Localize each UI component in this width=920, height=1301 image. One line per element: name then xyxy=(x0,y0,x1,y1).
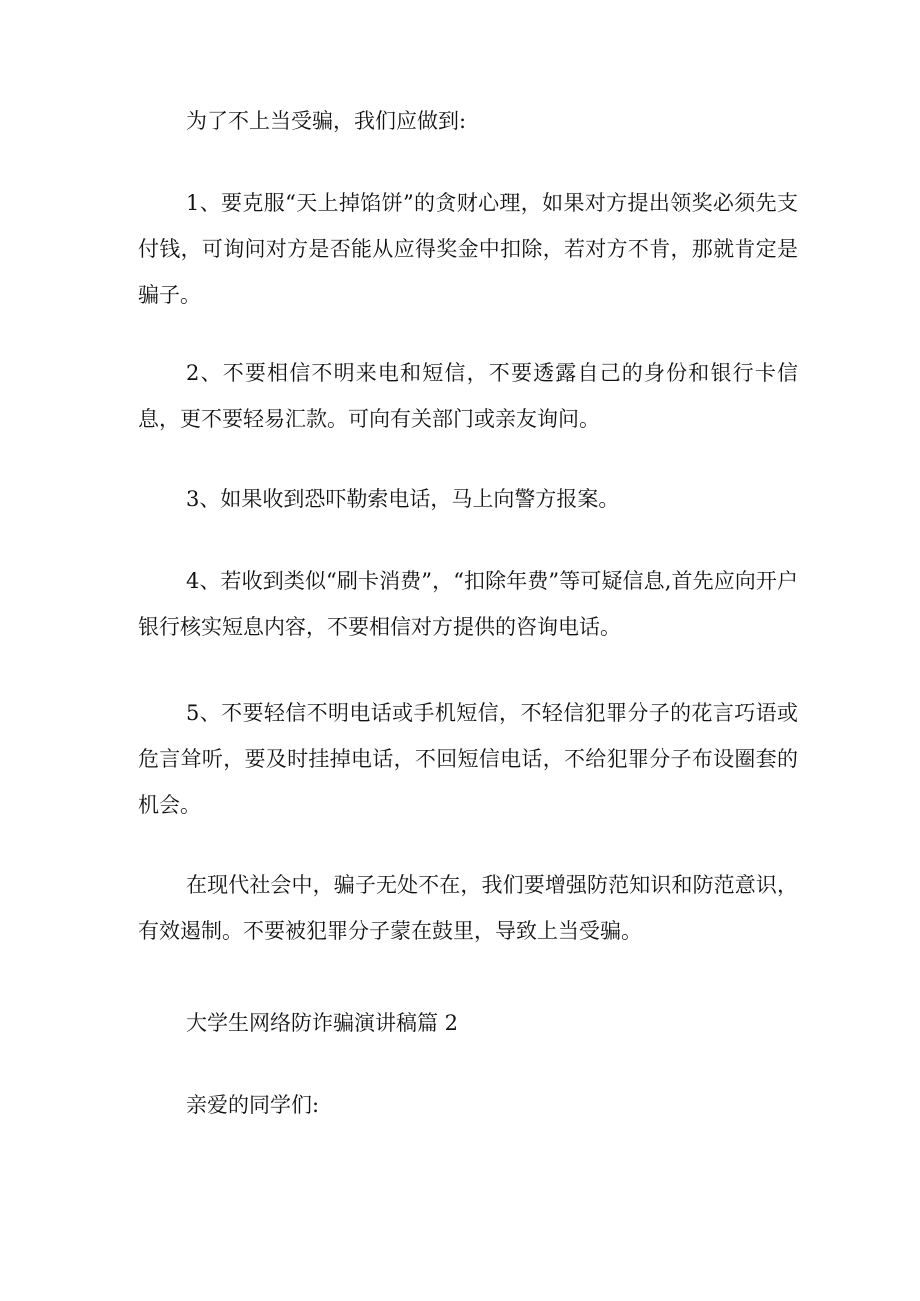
tip-4-paragraph: 4、若收到类似“刷卡消费”，“扣除年费”等可疑信息,首先应向开户银行核实短息内容，不要相信对方提供的咨询电话。 xyxy=(138,569,798,639)
salutation-paragraph: 亲爱的同学们: xyxy=(186,1093,320,1117)
section-heading: 大学生网络防诈骗演讲稿篇 2 xyxy=(186,1011,459,1035)
tip-5-paragraph: 5、不要轻信不明电话或手机短信，不轻信犯罪分子的花言巧语或危言耸听，要及时挂掉电话，不回短信电话，不给犯罪分子布设圈套的机会。 xyxy=(138,701,798,817)
tip-1-paragraph: 1、要克服“天上掉馅饼”的贪财心理，如果对方提出领奖必须先支付钱，可询问对方是否能从应得奖金中扣除，若对方不肯，那就肯定是骗子。 xyxy=(138,191,798,307)
conclusion-paragraph: 在现代社会中，骗子无处不在，我们要增强防范知识和防范意识，有效遏制。不要被犯罪分子蒙在鼓里，导致上当受骗。 xyxy=(138,873,798,943)
tip-2-paragraph: 2、不要相信不明来电和短信，不要透露自己的身份和银行卡信息，更不要轻易汇款。可向有关部门或亲友询问。 xyxy=(138,361,798,431)
intro-paragraph: 为了不上当受骗，我们应做到: xyxy=(186,109,467,133)
tip-3-paragraph: 3、如果收到恐吓勒索电话，马上向警方报案。 xyxy=(186,487,620,511)
